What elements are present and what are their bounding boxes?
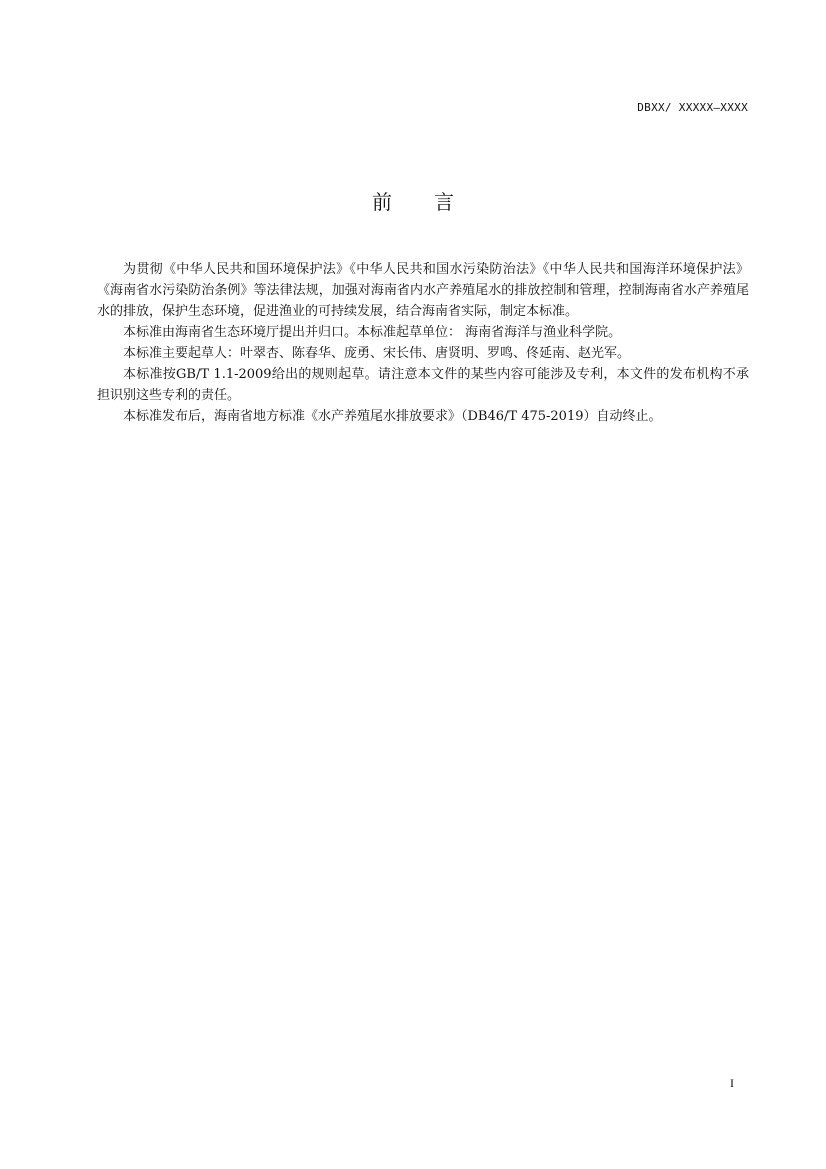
page-title: 前言 [372,190,496,214]
paragraph-proposer: 本标准由海南省生态环境厅提出并归口。本标准起草单位： 海南省海洋与渔业科学院。 [123,325,622,340]
document-code: DBXX/ XXXXX—XXXX [637,101,748,114]
paragraph-drafting-rules: 本标准按GB/T 1.1-2009给出的规则起草。请注意本文件的某些内容可能涉及专利，本文件的发布机构不承担识别这些专利的责任。 [97,367,749,403]
paragraph-termination: 本标准发布后，海南省地方标准《水产养殖尾水排放要求》（DB46/T 475-2019）自动终止。 [123,409,662,424]
paragraph-drafters: 本标准主要起草人：叶翠杏、陈春华、庞勇、宋长伟、唐贤明、罗鸣、佟延南、赵光军。 [123,346,631,361]
paragraph-purpose: 为贯彻《中华人民共和国环境保护法》《中华人民共和国水污染防治法》《中华人民共和国海洋环境保护法》《海南省水污染防治条例》等法律法规，加强对海南省内水产养殖尾水的排放控制和管理，控制海南省水产养殖尾水的排放，保护生态环境，促进渔业的可持续发展，结合海南省实际，制定本标准。 [97,262,749,319]
page-number: I [730,1076,734,1090]
foreword-body [97,259,749,427]
